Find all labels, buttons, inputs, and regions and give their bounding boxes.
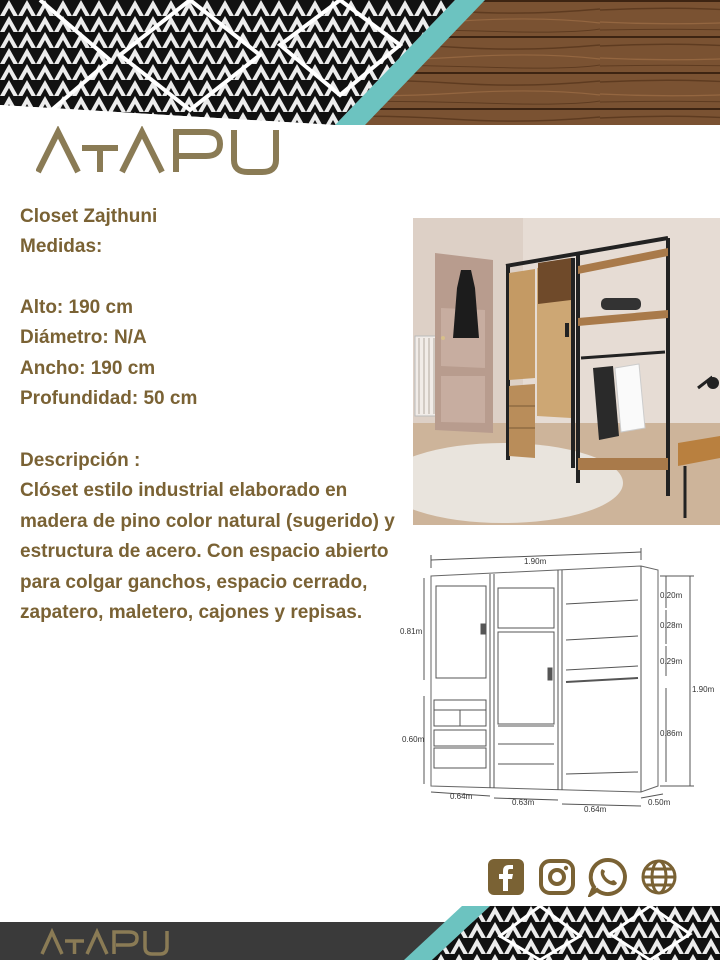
dim-depth: 0.50m — [648, 798, 671, 807]
dim-left-height: 0.81m — [400, 627, 423, 636]
measures-label: Medidas: — [20, 236, 103, 257]
description-body: Clóset estilo industrial elaborado en madera de pino color natural (sugerido) y estructura de acero. Con espacio abierto para colgar ganchos, espacio cerrado, zapatero, maletero, cajones y repisas. — [20, 480, 395, 623]
brand-logo — [36, 126, 280, 176]
spec-diameter: Diámetro: N/A — [20, 327, 147, 348]
dim-lower-right: 0.86m — [660, 729, 683, 738]
facebook-icon[interactable] — [486, 857, 526, 897]
dim-col-1: 0.64m — [450, 792, 473, 801]
dim-left-lower: 0.60m — [402, 735, 425, 744]
footer-logo — [40, 928, 170, 956]
instagram-icon[interactable] — [537, 857, 577, 897]
dim-total-width: 1.90m — [524, 557, 547, 566]
dimension-diagram — [398, 548, 720, 816]
dim-col-3: 0.64m — [584, 805, 607, 814]
spec-depth: Profundidad: 50 cm — [20, 388, 198, 409]
spec-width: Ancho: 190 cm — [20, 358, 156, 379]
dim-col-2: 0.63m — [512, 798, 535, 807]
dim-shelf-3: 0.29m — [660, 657, 683, 666]
whatsapp-icon[interactable] — [588, 857, 628, 897]
dim-total-height: 1.90m — [692, 685, 715, 694]
spec-height: Alto: 190 cm — [20, 297, 133, 318]
product-title: Closet Zajthuni — [20, 206, 158, 227]
top-banner — [0, 0, 720, 125]
product-photo — [413, 218, 720, 525]
dim-shelf-2: 0.28m — [660, 621, 683, 630]
dim-shelf-1: 0.20m — [660, 591, 683, 600]
description-label: Descripción : — [20, 450, 141, 471]
web-globe-icon[interactable] — [639, 857, 679, 897]
